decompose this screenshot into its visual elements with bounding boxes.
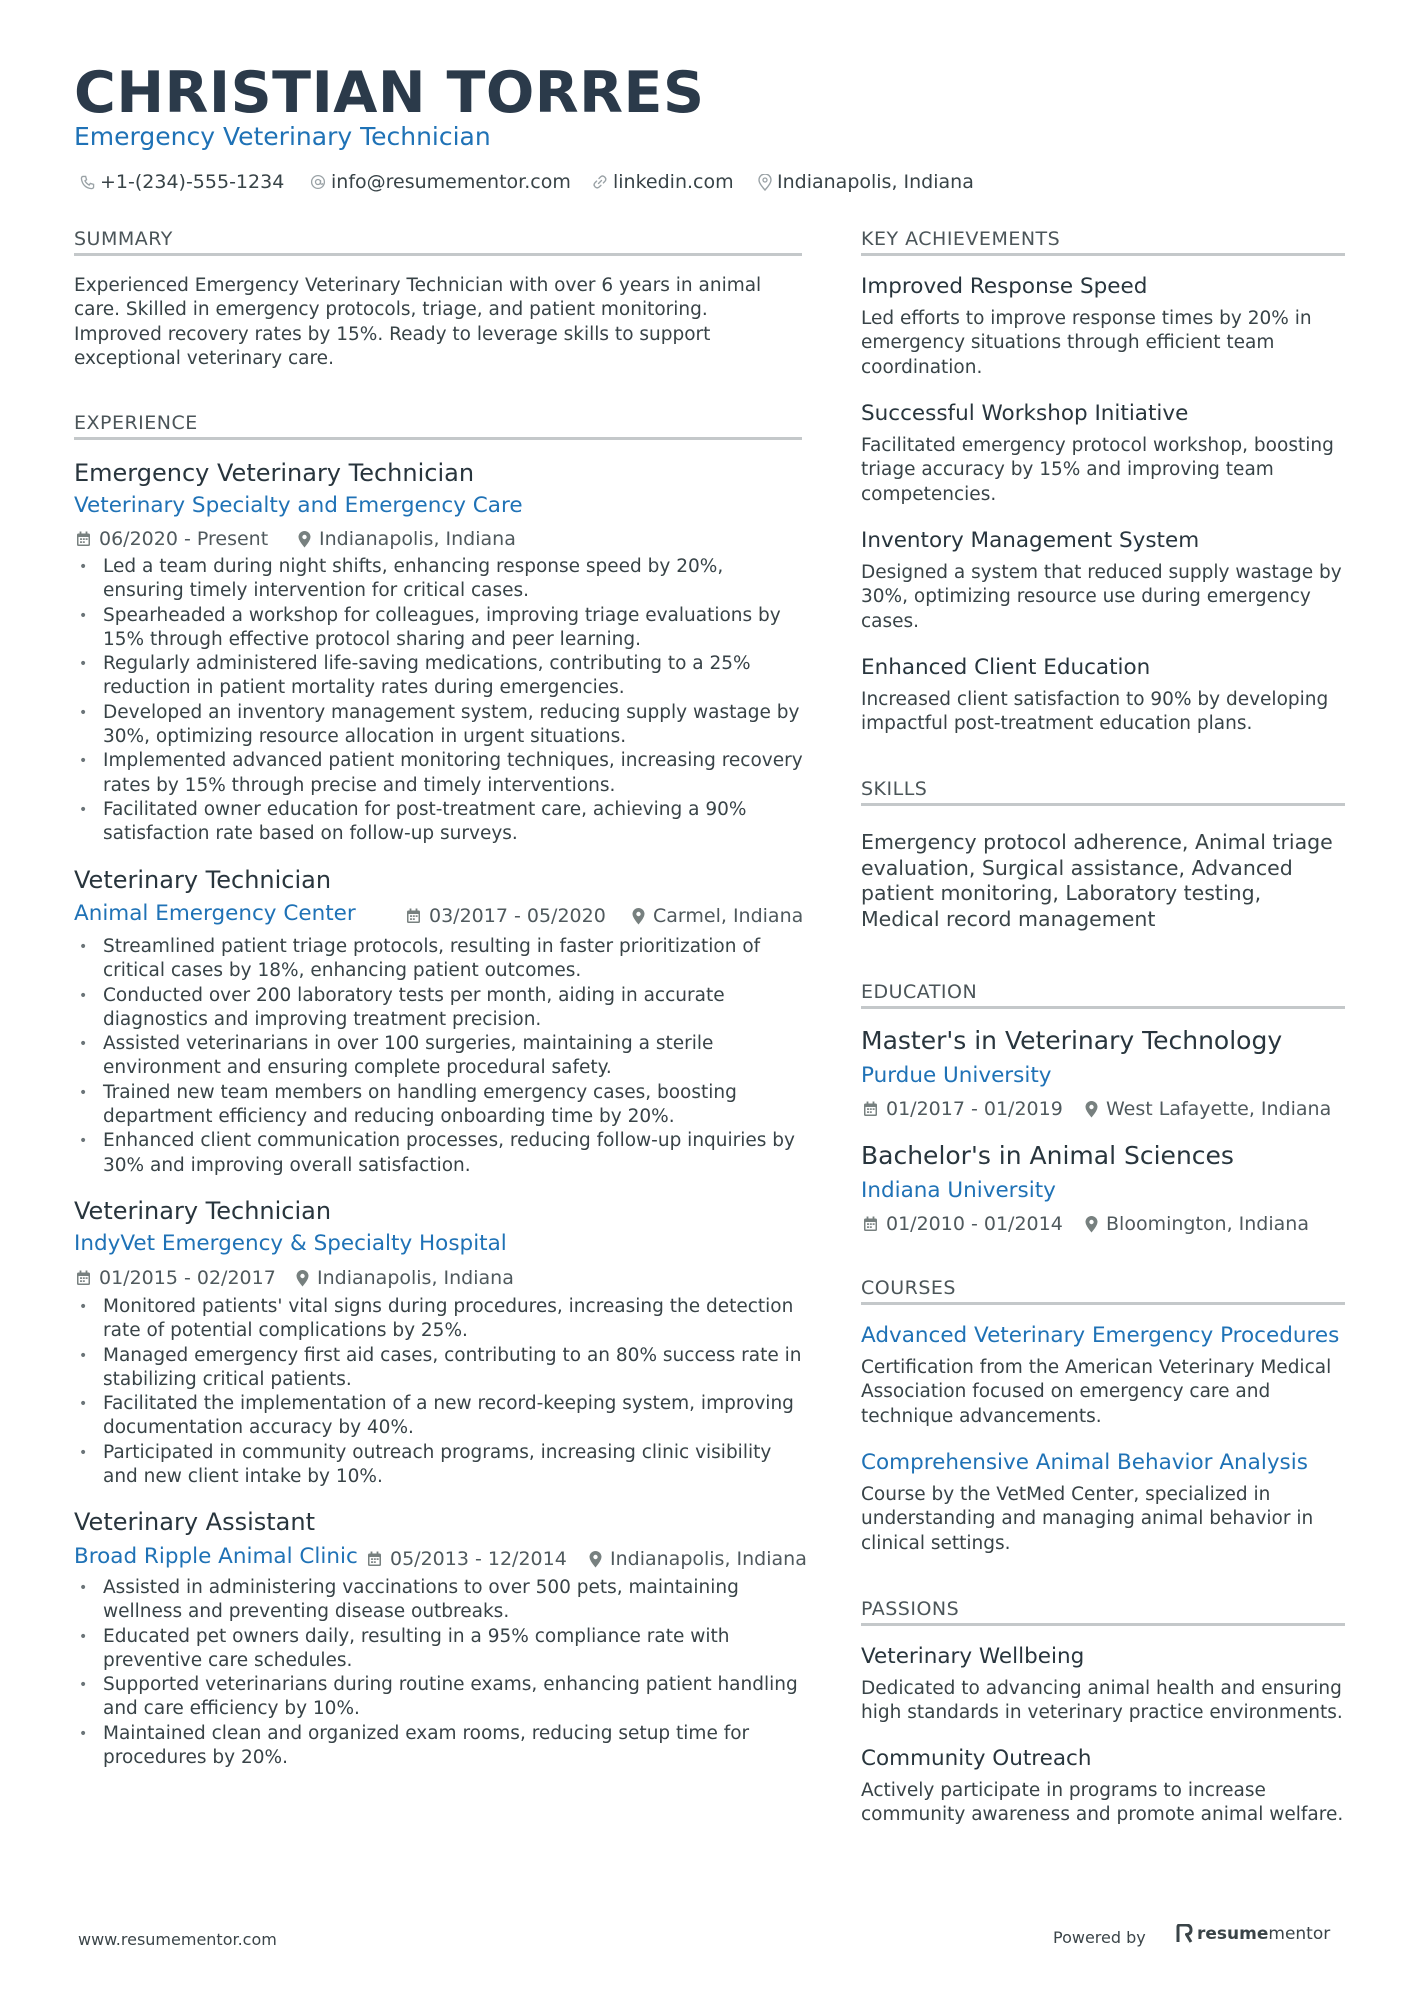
summary-divider [74,253,802,256]
logo-text-mentor: mentor [1268,1924,1331,1944]
achievement-title: Enhanced Client Education [861,655,1151,680]
education-location [1085,1097,1331,1121]
calendar-icon [863,1101,878,1117]
passions-divider [861,1623,1345,1626]
contact-linkedin[interactable] [592,168,734,196]
job-location [632,904,803,928]
education-school: Indiana University [861,1178,1056,1203]
bullet-item: • Trained new team members on handling emergency cases, boosting department efficiency and reducing onboarding time by 20%. [74,1081,804,1130]
linkedin-text[interactable]: linkedin.com [613,171,734,193]
resumementor-logo-icon [1176,1924,1193,1944]
job-dates [76,527,268,551]
achievement-text: Designed a system that reduced supply wastage by 30%, optimizing resource use during emergency cases. [861,562,1342,632]
bullet-item: • Educated pet owners daily, resulting in a 95% compliance rate with preventive care schedules. [74,1625,804,1674]
bullet-item: • Assisted veterinarians in over 100 surgeries, maintaining a sterile environment and ensuring complete procedural safety. [74,1032,804,1081]
job-location [589,1547,807,1571]
contact-location [758,168,974,196]
passion-title: Veterinary Wellbeing [861,1644,1085,1669]
location-pin-icon [758,174,772,191]
job-title: Veterinary Technician [74,1197,332,1225]
calendar-icon [76,531,91,547]
location-pin-icon [1085,1101,1098,1118]
job-location [298,527,516,551]
resumementor-logo[interactable] [1176,1924,1330,1944]
education-location-text: West Lafayette, Indiana [1106,1098,1332,1120]
education-school: Purdue University [861,1063,1052,1088]
candidate-name: CHRISTIAN TORRES [74,60,705,126]
phone-icon [80,175,95,190]
course-title: Advanced Veterinary Emergency Procedures [861,1323,1340,1348]
skills-divider [861,803,1345,806]
job-company: Broad Ripple Animal Clinic [74,1544,358,1569]
bullet-item: • Conducted over 200 laboratory tests per month, aiding in accurate diagnostics and improving treatment precision. [74,984,804,1033]
education-dates-text: 01/2017 - 01/2019 [886,1098,1063,1120]
calendar-icon [367,1551,382,1567]
education-degree: Bachelor's in Animal Sciences [861,1141,1234,1170]
contact-phone [80,168,284,196]
footer-powered-by: Powered by [1053,1928,1146,1947]
location-pin-icon [632,908,645,925]
job-title: Veterinary Assistant [74,1508,315,1536]
education-location [1085,1212,1309,1236]
achievement-title: Improved Response Speed [861,274,1148,299]
bullet-item: • Managed emergency first aid cases, contributing to an 80% success rate in stabilizing critical patients. [74,1344,804,1393]
bullet-item: • Spearheaded a workshop for colleagues, improving triage evaluations by 15% through effective protocol sharing and peer learning. [74,604,804,653]
bullet-item: • Assisted in administering vaccinations to over 500 pets, maintaining wellness and preventing disease outbreaks. [74,1576,804,1625]
achievement-text: Facilitated emergency protocol workshop, boosting triage accuracy by 15% and improving team competencies. [861,435,1334,505]
phone-text: +1-(234)-555-1234 [100,171,285,193]
skills-text: Emergency protocol adherence, Animal triage evaluation, Surgical assistance, Advanced patient monitoring, Laboratory testing, Medical record management [861,830,1333,931]
calendar-icon [863,1216,878,1232]
bullet-item: • Streamlined patient triage protocols, resulting in faster prioritization of critical cases by 18%, enhancing patient outcomes. [74,935,804,984]
education-heading: EDUCATION [861,981,978,1003]
experience-heading: EXPERIENCE [74,412,198,434]
email-text[interactable]: info@resumementor.com [331,171,571,193]
logo-text-resume: resume [1197,1924,1269,1944]
bullet-item: • Maintained clean and organized exam rooms, reducing setup time for procedures by 20%. [74,1722,804,1771]
link-icon [592,174,608,190]
job-location-text: Indianapolis, Indiana [610,1548,807,1570]
bullet-item: • Regularly administered life-saving medications, contributing to a 25% reduction in patient mortality rates during emergencies. [74,652,804,701]
achievement-text: Led efforts to improve response times by 20% in emergency situations through efficient team coordination. [861,308,1312,378]
bullet-item: • Participated in community outreach programs, increasing clinic visibility and new client intake by 10%. [74,1441,804,1490]
job-title: Emergency Veterinary Technician [74,459,475,487]
bullet-item: • Enhanced client communication processes, reducing follow-up inquiries by 30% and improving overall satisfaction. [74,1129,804,1178]
experience-divider [74,437,802,440]
job-bullets [74,1295,804,1489]
job-location [296,1266,514,1290]
education-degree: Master's in Veterinary Technology [861,1026,1283,1055]
location-pin-icon [589,1551,602,1568]
skills-heading: SKILLS [861,778,928,800]
bullet-item: • Developed an inventory management system, reducing supply wastage by 30%, optimizing resource allocation in urgent situations. [74,701,804,750]
job-company: Animal Emergency Center [74,901,356,926]
achievement-title: Inventory Management System [861,528,1200,553]
bullet-item: • Facilitated the implementation of a new record-keeping system, improving documentation accuracy by 40%. [74,1392,804,1441]
location-pin-icon [298,531,311,548]
job-dates-text: 05/2013 - 12/2014 [390,1548,567,1570]
summary-text: Experienced Emergency Veterinary Technician with over 6 years in animal care. Skilled in emergency protocols, triage, and patient monitoring. Improved recovery rates by 15%. Ready to leverage skills to support exceptional veterinary care. [74,275,762,369]
candidate-title: Emergency Veterinary Technician [74,122,491,151]
job-company: Veterinary Specialty and Emergency Care [74,493,523,518]
passion-title: Community Outreach [861,1746,1092,1771]
job-company: IndyVet Emergency & Specialty Hospital [74,1231,507,1256]
education-dates [863,1212,1063,1236]
job-location-text: Indianapolis, Indiana [317,1267,514,1289]
job-dates-text: 01/2015 - 02/2017 [99,1267,276,1289]
passion-text: Actively participate in programs to increase community awareness and promote animal welfare. [861,1780,1344,1826]
location-text: Indianapolis, Indiana [777,171,974,193]
education-dates [863,1097,1063,1121]
course-text: Certification from the American Veterinary Medical Association focused on emergency care and technique advancements. [861,1357,1332,1427]
job-location-text: Indianapolis, Indiana [319,528,516,550]
education-divider [861,1006,1345,1009]
bullet-item: • Led a team during night shifts, enhancing response speed by 20%, ensuring timely intervention for critical cases. [74,555,804,604]
footer-url[interactable]: www.resumementor.com [78,1930,277,1949]
job-dates [406,904,606,928]
passions-heading: PASSIONS [861,1598,960,1620]
job-bullets [74,555,804,847]
bullet-item: • Facilitated owner education for post-treatment care, achieving a 90% satisfaction rate based on follow-up surveys. [74,798,804,847]
achievements-divider [861,253,1345,256]
courses-heading: COURSES [861,1277,956,1299]
passion-text: Dedicated to advancing animal health and ensuring high standards in veterinary practice environments. [861,1678,1343,1724]
achievement-title: Successful Workshop Initiative [861,401,1189,426]
achievement-text: Increased client satisfaction to 90% by developing impactful post-treatment education plans. [861,689,1329,735]
location-pin-icon [296,1270,309,1287]
education-location-text: Bloomington, Indiana [1106,1213,1309,1235]
course-text: Course by the VetMed Center, specialized in understanding and managing animal behavior in clinical settings. [861,1484,1314,1554]
bullet-item: • Monitored patients' vital signs during procedures, increasing the detection rate of potential complications by 25%. [74,1295,804,1344]
at-icon [310,174,326,190]
location-pin-icon [1085,1216,1098,1233]
job-dates-text: 03/2017 - 05/2020 [429,905,606,927]
job-location-text: Carmel, Indiana [653,905,804,927]
courses-divider [861,1302,1345,1305]
contact-email[interactable] [310,168,571,196]
job-title: Veterinary Technician [74,866,332,894]
job-bullets [74,935,804,1178]
job-bullets [74,1576,804,1770]
bullet-item: • Implemented advanced patient monitoring techniques, increasing recovery rates by 15% through precise and timely interventions. [74,749,804,798]
education-dates-text: 01/2010 - 01/2014 [886,1213,1063,1235]
bullet-item: • Supported veterinarians during routine exams, enhancing patient handling and care efficiency by 10%. [74,1673,804,1722]
course-title: Comprehensive Animal Behavior Analysis [861,1450,1308,1475]
achievements-heading: KEY ACHIEVEMENTS [861,228,1061,250]
summary-heading: SUMMARY [74,228,173,250]
job-dates [367,1547,567,1571]
job-dates [76,1266,276,1290]
calendar-icon [406,908,421,924]
calendar-icon [76,1270,91,1286]
job-dates-text: 06/2020 - Present [99,528,269,550]
